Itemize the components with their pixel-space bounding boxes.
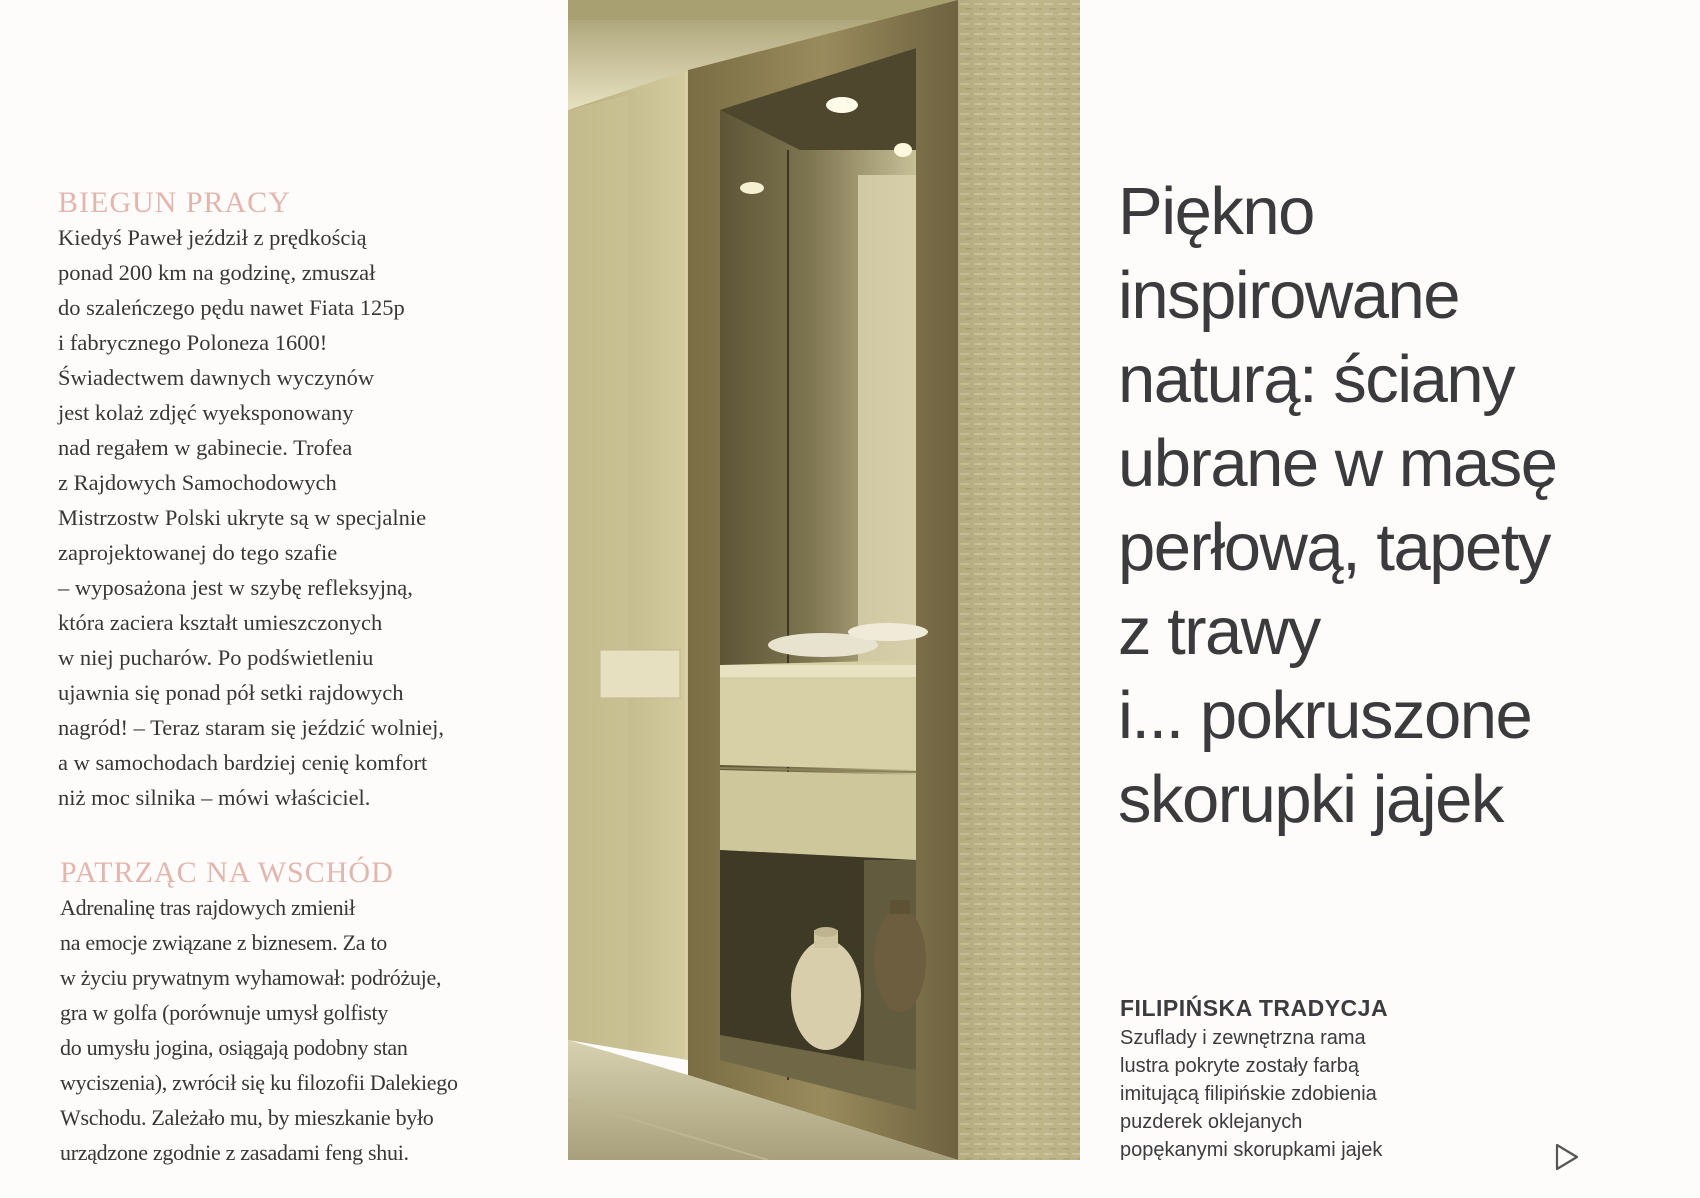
caption-text: Szuflady i zewnętrzna rama lustra pokryte zostały farbą imitującą filipińskie zdobienia puzderek oklejanych popękanymi skorupkami jajek: [1120, 1027, 1383, 1161]
photo-caption: [1120, 995, 1460, 1164]
mirror-niche-photo-illustration: [568, 0, 1080, 1160]
section-heading-patrzac-na-wschod: PATRZĄC NA WSCHÓD: [60, 856, 394, 889]
interior-photo: [568, 0, 1080, 1160]
section-text-biegun-pracy: Kiedyś Paweł jeździł z prędkością ponad 200 km na godzinę, zmuszał do szaleńczego pędu nawet Fiata 125p i fabrycznego Poloneza 1600! Świadectwem dawnych wyczynów jest kolaż zdjęć wyeksponowany nad regałem w gabinecie. Trofea z Rajdowych Samochodowych Mistrzostw Polski ukryte są w specjalnie zaprojektowanej do tego szafie – wyposażona jest w szybę refleksyjną, która zaciera kształt umieszczonych w niej pucharów. Po podświetleniu ujawnia się ponad pół setki rajdowych nagród! – Teraz staram się jeździć wolniej, a w samochodach bardziej cenię komfort niż moc silnika – mówi właściciel.: [58, 225, 444, 810]
headline: Piękno inspirowane naturą: ściany ubrane w masę perłową, tapety z trawy i... pokruszone skorupki jajek: [1118, 174, 1557, 837]
left-column-section-2: [60, 856, 540, 1170]
caption-heading: FILIPIŃSKA TRADYCJA: [1120, 995, 1389, 1021]
section-text-patrzac-na-wschod: Adrenalinę tras rajdowych zmienił na emocje związane z biznesem. Za to w życiu prywatnym wyhamował: podróżuje, gra w golfa (porównuje umysł golfisty do umysłu jogina, osiągają podobny stan wyciszenia), zwrócił się ku filozofii Dalekiego Wschodu. Zależało mu, by mieszkanie było urządzone zgodnie z zasadami feng shui.: [60, 895, 458, 1165]
next-page-arrow-icon[interactable]: [1552, 1140, 1582, 1174]
section-heading-biegun-pracy: BIEGUN PRACY: [58, 186, 291, 219]
left-column: [58, 186, 538, 815]
